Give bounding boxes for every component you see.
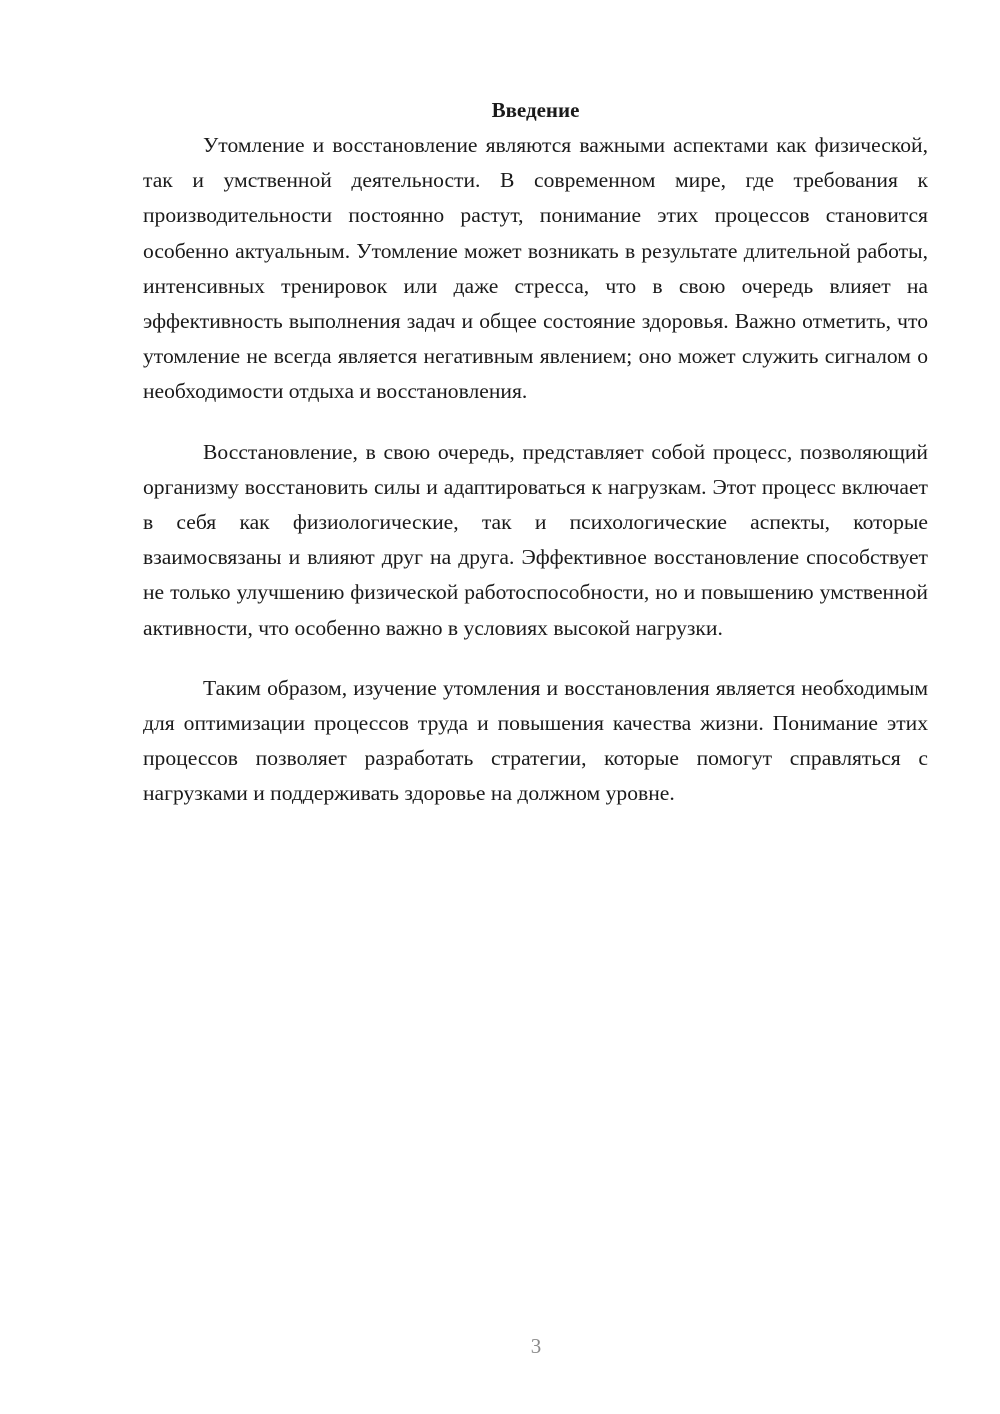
paragraph-2: Восстановление, в свою очередь, представляет собой процесс, позволяющий организму восстановить силы и адаптироваться к нагрузкам. Этот процесс включает в себя как физиологические, так и психологические аспекты, которые взаимосвязаны и влияют друг на друга. Эффективное восстановление способствует не только улучшению физической работоспособности, но и повышению умственной активности, что особенно важно в условиях высокой нагрузки. xyxy=(143,439,928,640)
section-title: Введение xyxy=(491,98,580,122)
page-content xyxy=(143,92,928,812)
paragraph-3: Таким образом, изучение утомления и восстановления является необходимым для оптимизации процессов труда и повышения качества жизни. Понимание этих процессов позволяет разработать стратегии, которые помогут справляться с нагрузками и поддерживать здоровье на должном уровне. xyxy=(143,675,928,806)
paragraph-1: Утомление и восстановление являются важными аспектами как физической, так и умственной деятельности. В современном мире, где требования к производительности постоянно растут, понимание этих процессов становится особенно актуальным. Утомление может возникать в результате длительной работы, интенсивных тренировок или даже стресса, что в свою очередь влияет на эффективность выполнения задач и общее состояние здоровья. Важно отметить, что утомление не всегда является негативным явлением; оно может служить сигналом о необходимости отдыха и восстановления. xyxy=(143,133,928,404)
page-number: 3 xyxy=(530,1334,542,1358)
